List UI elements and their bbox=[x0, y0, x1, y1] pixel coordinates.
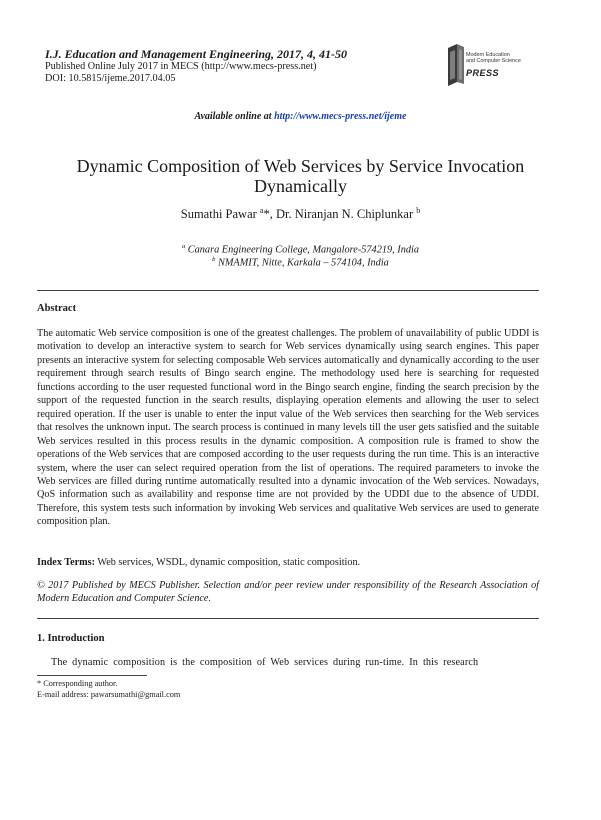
affiliation-b bbox=[0, 256, 601, 268]
copyright-notice: © 2017 Published by MECS Publisher. Selection and/or peer review under responsibility of the Research Association of Modern Education and Computer Science. bbox=[37, 580, 539, 605]
published-line: Published Online July 2017 in MECS (http://www.mecs-press.net) bbox=[45, 61, 317, 72]
affil-b-mark: b bbox=[212, 256, 216, 263]
book-stack-icon bbox=[446, 42, 468, 88]
availability-line bbox=[0, 111, 601, 122]
logo-press: PRESS bbox=[466, 68, 500, 78]
index-terms-text: Web services, WSDL, dynamic composition, static composition. bbox=[95, 557, 361, 568]
author-1: Sumathi Pawar bbox=[180, 207, 260, 222]
logo-line-1: Modern Education bbox=[466, 52, 510, 58]
author-1-affil-mark: a bbox=[259, 206, 264, 215]
introduction-text: The dynamic composition is the composition of Web services during run-time. In this research bbox=[51, 657, 479, 668]
journal-volume: 2017, 4, 41-50 bbox=[274, 47, 348, 61]
paper-title bbox=[40, 156, 561, 196]
introduction-heading: 1. Introduction bbox=[37, 633, 105, 644]
corresponding-mark: *, bbox=[263, 207, 276, 222]
doi-line: DOI: 10.5815/ijeme.2017.04.05 bbox=[45, 73, 176, 84]
journal-name: I.J. Education and Management Engineering, bbox=[45, 47, 275, 61]
availability-prefix: Available online at bbox=[194, 111, 275, 122]
affil-a-mark: a bbox=[181, 243, 186, 250]
journal-url-link[interactable]: http://www.mecs-press.net/ijeme bbox=[274, 111, 407, 122]
divider-bottom bbox=[37, 618, 539, 619]
authors bbox=[0, 206, 601, 222]
author-2-affil-mark: b bbox=[416, 206, 421, 215]
affil-a-text: Canara Engineering College, Mangalore-574219, India bbox=[185, 244, 420, 256]
logo-line-2: and Computer Science bbox=[466, 58, 521, 65]
index-terms bbox=[37, 557, 539, 568]
abstract-heading: Abstract bbox=[37, 303, 77, 314]
abstract-text: The automatic Web service composition is one of the greatest challenges. The problem of unavailability of public UDDI is motivation to develop an interactive system to search for Web services dynamically using search engines. This paper presents an interactive system for selecting composable Web services automatically and dynamically according to the user requirement through search results of Bingo search engine. The methodology used here is searching for requested functions according to the user requested functional word in the Bingo search engine, finding the search precision by the support of the requested function in the search results, displaying operation elements and allowing the user to select required operation. If the user is unable to enter the input value of the Web services then searching for the Web services that resolves the unknown input. The search process is continued in many levels till the user gets satisfied and the suitable Web services resulted in this process results in the dynamic composition. A composition rule is framed to show the operations of the Web services that are composed according to the user requests during the run time. This is an interactive system, where the user can select required operation from the list of operations. The required parameters to invoke the Web services are filled during runtime automatically resulted into a dynamic invocation of the Web services. Nowadays, QoS information such as availability and response time are not provided by the UDDI due to the absence of UDDI. Therefore, this system tests such information by invoking Web services and qualitative Web services are used to generate composition plan. bbox=[37, 328, 539, 528]
author-2: Dr. Niranjan N. Chiplunkar bbox=[275, 207, 417, 222]
index-terms-label: Index Terms: bbox=[37, 557, 96, 568]
corresponding-author-note: * Corresponding author. bbox=[37, 679, 118, 688]
affil-b-text: NMAMIT, Nitte, Karkala – 574104, India bbox=[215, 257, 389, 269]
divider-top bbox=[37, 290, 539, 291]
title-line-1: Dynamic Composition of Web Services by Service Invocation bbox=[76, 156, 525, 176]
affiliation-a bbox=[0, 243, 601, 255]
email-address: E-mail address: pawarsumathi@gmail.com bbox=[37, 690, 181, 699]
journal-header bbox=[45, 47, 347, 62]
title-line-2: Dynamically bbox=[254, 176, 347, 196]
publisher-logo bbox=[446, 40, 566, 90]
footnote-rule bbox=[37, 675, 147, 676]
